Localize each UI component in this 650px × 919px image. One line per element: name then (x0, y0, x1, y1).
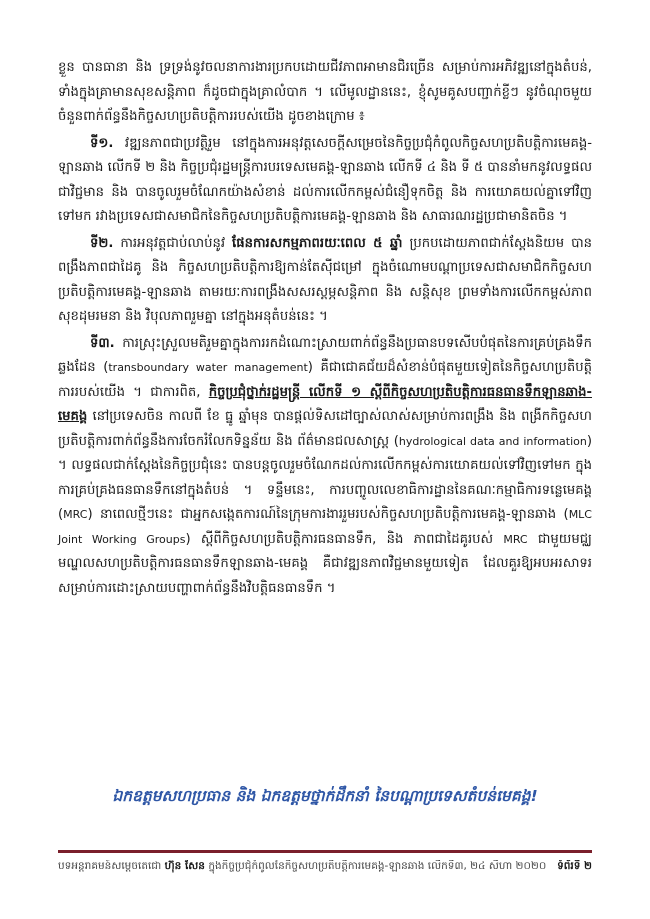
page-footer (58, 860, 592, 875)
text-segment: ជាមួយមជ្ឈមណ្ឌលសហប្រតិបត្តិការធនធានទឹកឡានឆាង-មេគង្គ គឺជាវឌ្ឍនភាពវិជ្ជមានមួយទៀត ដែលគួរឱ្យអបអរសាទរ សម្រាប់ការដោះស្រាយបញ្ហាពាក់ព័ន្ធនឹងវិបត្តិធនធានទឹក ។ (58, 531, 592, 596)
footer-event: ក្នុងកិច្ចប្រជុំកំពូលនៃកិច្ចសហប្រតិបត្តិការមេគង្គ-ឡានឆាង លើកទី៣, ២៤ សីហា ២០២០ (204, 860, 547, 872)
text-segment: ផែនការសកម្មភាពរយៈពេល ៥ ឆ្នាំ (232, 235, 403, 251)
paragraph-p2 (58, 232, 592, 330)
text-segment: ទី១. (90, 135, 114, 151)
text-segment: ការអនុវត្តជាប់លាប់នូវ (113, 235, 233, 251)
text-segment: ខ្លួន បានធានា និង ទ្រទ្រង់នូវចលនាការងារប្រកបដោយជីវភាពអាមានជិរច្រើន សម្រាប់ការអភិវឌ្ឍនៅក្នុងតំបន់, ទាំងក្នុងគ្រាមានសុខសន្តិភាព ក៏ដូចជាក្នុងគ្រាលំបាក ។ លើមូលដ្ឋាននេះ, ខ្ញុំសូមគូសបញ្ជាក់ខ្លីៗ នូវចំណុចមួយចំនួនពាក់ព័ន្ធនឹងកិច្ចសហប្រតិបត្តិការរបស់យើង ដូចខាងក្រោម ៖ (58, 60, 592, 124)
text-segment: ទី៣. (90, 335, 115, 351)
text-segment: វឌ្ឍនភាពជាប្រវត្តិរួម នៅក្នុងការអនុវត្តសេចក្តីសម្រេចនៃកិច្ចប្រជុំកំពូលកិច្ចសហប្រតិបត្តិការមេគង្គ-ឡានឆាង លើកទី ២ និង កិច្ចប្រជុំរដ្ឋមន្ត្រីការបរទេសមេគង្គ-ឡានឆាង លើកទី ៤ និង ទី ៥ បាននាំមកនូវលទ្ធផលជាវិជ្ជមាន និង បានចូលរួមចំណែកយ៉ាងសំខាន់ ដល់ការលើកកម្ពស់ជំនឿទុកចិត្ត និង ការយោគយល់គ្នាទៅវិញទៅមក រវាងប្រទេសជាសមាជិកនៃកិច្ចសហប្រតិបត្តិការមេគង្គ-ឡានឆាង និង សាធារណរដ្ឋប្រជាមានិតចិន ។ (58, 135, 592, 224)
footer-prefix: បទអន្តរាគមន៍សម្តេចតេជោ (58, 860, 165, 872)
page-label: ទំព័រទី (557, 860, 585, 872)
body-text (58, 56, 592, 603)
footer-rule (58, 850, 592, 853)
text-segment: កិច្ចប្រជុំថ្នាក់រដ្ឋមន្ត្រី លើកទី ១ ស្តីពីកិច្ចសហប្រតិបត្តិការធនធានទឹកឡានឆាង-មេគង្គ (58, 384, 592, 424)
footer-citation (58, 860, 546, 875)
text-segment: transboundary water management (108, 361, 308, 374)
paragraph-p3 (58, 332, 592, 602)
text-segment: ) គឺជាជោគជ័យដ៏សំខាន់បំផុតមួយទៀតនៃកិច្ចសហប្រតិបត្តិការរបស់យើង ។ ជាការពិត, (58, 360, 592, 400)
text-segment: ការស្រុះស្រួលមតិរួមគ្នាក្នុងការរកដំណោះស្រាយពាក់ព័ន្ធនឹងប្រធានបទសើបបំផុតនៃការគ្រប់គ្រងទឹកឆ្លងដែន ( (58, 335, 592, 375)
closing-salutation: ឯកឧត្តមសហប្រធាន និង ឯកឧត្តមថ្នាក់ដឹកនាំ នៃបណ្តាប្រទេសតំបន់មេគង្គ! (112, 787, 538, 805)
text-segment: ) ស្តីពីកិច្ចសហប្រតិបត្តិការធនធានទឹក, និង ភាពជាដៃគូរបស់ (185, 531, 504, 547)
text-segment: ) នាពេលថ្មីៗនេះ ជាអ្នកសង្កេតការណ៍នៃក្រុមការងាររួមរបស់កិច្ចសហប្រតិបត្តិការមេគង្គ-ឡានឆាង ( (87, 507, 569, 522)
text-segment: ) ។ លទ្ធផលជាក់ស្តែងនៃកិច្ចប្រជុំនេះ បានបន្តចូលរួមចំណែកដល់ការលើកកម្ពស់ការយោគយល់ទៅវិញទៅមក ក្នុងការគ្រប់គ្រងធនធានទឹកនៅក្នុងតំបន់ ។ ទន្ទឹមនេះ, ការបញ្ចូលលេខាធិការដ្ឋាននៃគណៈកម្មាធិការទន្លេមេគង្គ ( (58, 433, 592, 522)
text-segment: MRC (63, 508, 88, 521)
text-segment: MLC Joint Working Groups (58, 508, 592, 546)
paragraph-p1 (58, 132, 592, 230)
paragraph-intro (58, 56, 592, 130)
text-segment: hydrological data and information (398, 434, 587, 448)
page-number (557, 860, 592, 875)
text-segment: នៅប្រទេសចិន កាលពី ខែ ធ្នូ ឆ្នាំមុន បានផ្តល់ទិសដៅច្បាស់លាស់សម្រាប់ការពង្រឹង និង ពង្រីកកិច្ចសហប្រតិបត្តិការពាក់ព័ន្ធនឹងការចែករំលែកទិន្នន័យ និង ព័ត៌មានជលសាស្ត្រ ( (58, 409, 592, 449)
text-segment: ទី២. (90, 235, 114, 251)
text-segment: MRC (503, 532, 528, 546)
text-segment: ប្រកបដោយភាពជាក់ស្តែងនិយម បានពង្រឹងភាពជាដៃគូ និង កិច្ចសហប្រតិបត្តិការឱ្យកាន់តែស៊ីជម្រៅ ក្នុងចំណោមបណ្តាប្រទេសជាសមាជិកកិច្ចសហប្រតិបត្តិការមេគង្គ-ឡានឆាង តាមរយៈការពង្រឹងសសរស្តម្ភសន្តិភាព និង សន្តិសុខ ព្រមទាំងការលើកកម្ពស់ភាពសុខដុមរមនា និង វិបុលភាពរួមគ្នា នៅក្នុងអនុតំបន់នេះ ។ (58, 235, 593, 324)
page-number-value: ២ (584, 860, 592, 872)
footer-speaker-name: ហ៊ុន សែន (164, 860, 205, 872)
